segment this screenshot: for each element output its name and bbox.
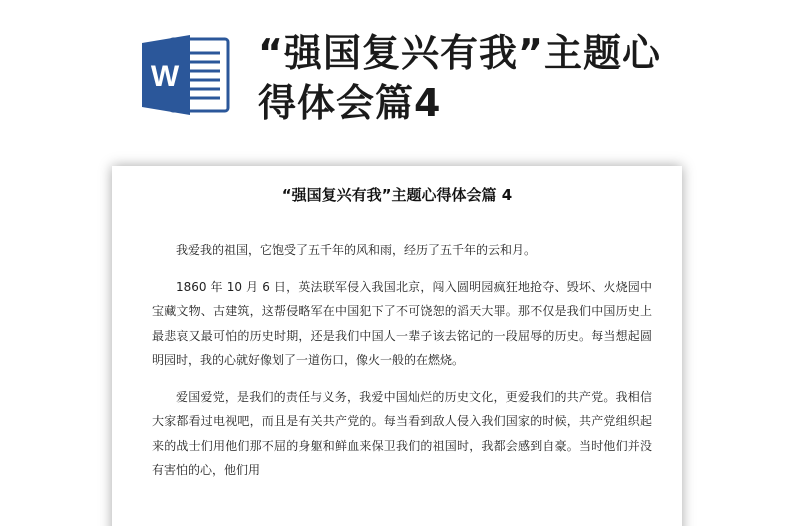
word-icon-letter: W <box>150 60 180 93</box>
word-icon <box>140 33 232 117</box>
paragraph-2: 1860 年 10 月 6 日，英法联军侵入我国北京，闯入圆明园疯狂地抢夺、毁坏、火烧园中宝藏文物、古建筑，这帮侵略军在中国犯下了不可饶恕的滔天大罪。那不仅是我们中国历史上最悲哀又最可怕的历史时期，还是我们中国人一辈子该去铭记的一段屈辱的历史。每当想起圆明园时，我的心就好像划了一道伤口，像火一般的在燃烧。 <box>152 279 652 367</box>
paragraph-1: 我爱我的祖国，它饱受了五千年的风和雨，经历了五千年的云和月。 <box>176 243 537 257</box>
paragraph-3: 爱国爱党，是我们的责任与义务，我爱中国灿烂的历史文化，更爱我们的共产党。我相信大家都看过电视吧，而且是有关共产党的。每当看到敌人侵入我们国家的时候，共产党组织起来的战士们用他们那不屈的身躯和鲜血来保卫我们的祖国时，我都会感到自豪。当时他们并没有害怕的心，他们用 <box>152 389 652 477</box>
page-title: “强国复兴有我”主题心得体会篇4 <box>258 31 661 125</box>
document-title: “强国复兴有我”主题心得体会篇 4 <box>281 186 513 204</box>
document-preview <box>112 166 682 526</box>
document-body <box>152 238 652 495</box>
